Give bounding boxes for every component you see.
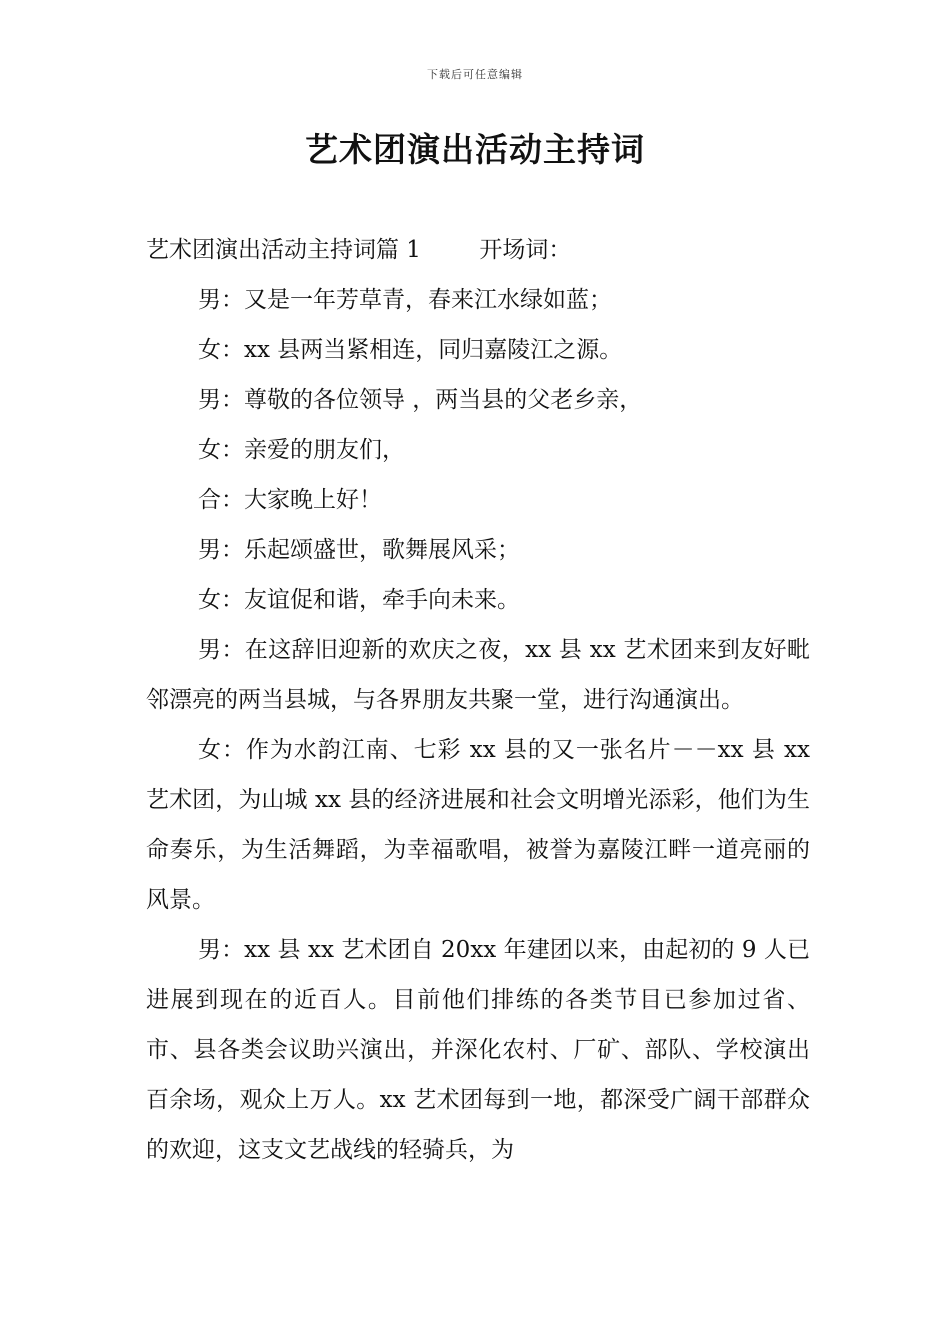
paragraph: 女：友谊促和谐，牵手向未来。: [198, 587, 520, 613]
paragraph: 男：尊敬的各位领导 ，两当县的父老乡亲，: [198, 387, 643, 413]
paragraph: 男：xx 县 xx 艺术团自 20xx 年建团以来，由起初的 9 人已进展到现在的近百人。目前他们排练的各类节目已参加过省、市、县各类会议助兴演出，并深化农村、厂矿、部队、学校演出百余场，观众上万人。xx 艺术团每到一地，都深受广阔干部群众的欢迎，这支文艺战线的轻骑兵，为: [146, 937, 810, 1163]
paragraph: 女：亲爱的朋友们，: [198, 437, 405, 463]
paragraph: 男：在这辞旧迎新的欢庆之夜，xx 县 xx 艺术团来到友好毗邻漂亮的两当县城，与各界朋友共聚一堂，进行沟通演出。: [146, 637, 810, 713]
intro-line: 艺术团演出活动主持词篇 1 开场词：: [146, 237, 572, 263]
paragraph: 合：大家晚上好！: [198, 487, 382, 513]
document-title: 艺术团演出活动主持词: [305, 130, 645, 169]
document-body: [146, 225, 810, 1175]
paragraph: 女：作为水韵江南、七彩 xx 县的又一张名片－－xx 县 xx 艺术团，为山城 xx 县的经济进展和社会文明增光添彩，他们为生命奏乐，为生活舞蹈，为幸福歌唱，被誉为嘉陵江畔一道亮丽的风景。: [146, 737, 810, 913]
paragraph: 男：又是一年芳草青，春来江水绿如蓝；: [198, 287, 612, 313]
paragraph: 女：xx 县两当紧相连，同归嘉陵江之源。: [198, 337, 623, 363]
paragraph: 男：乐起颂盛世，歌舞展风采；: [198, 537, 520, 563]
header-note: 下载后可任意编辑: [427, 68, 523, 81]
